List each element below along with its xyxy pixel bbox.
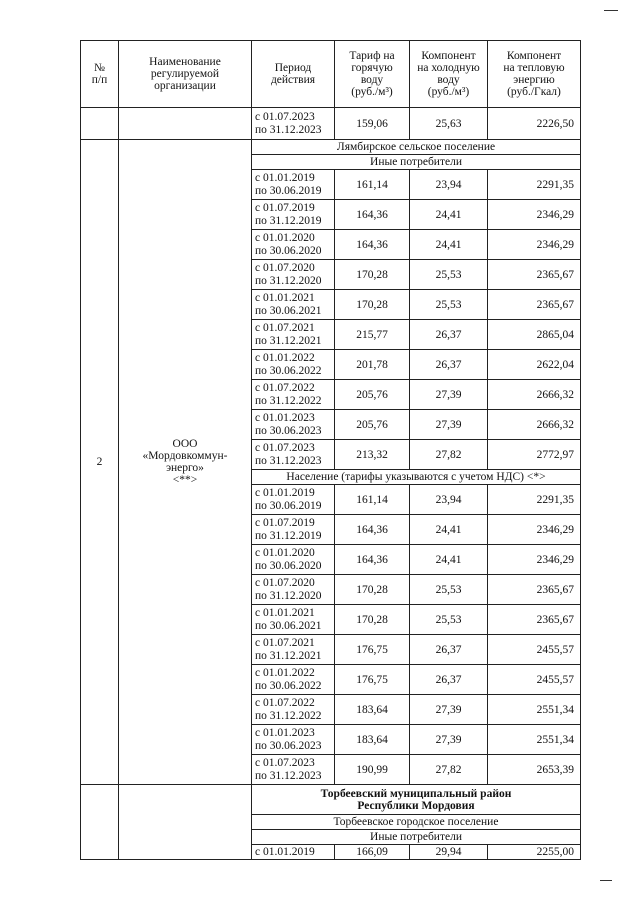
hot-cell: 166,09: [335, 845, 410, 860]
header-org: Наименование регулируемой организации: [119, 41, 252, 108]
hot-cell: 170,28: [335, 605, 410, 635]
heat-cell: 2291,35: [488, 485, 581, 515]
period-cell: с 01.01.2019: [252, 845, 335, 860]
cold-cell: 26,37: [410, 665, 488, 695]
heat-cell: 2865,04: [488, 320, 581, 350]
header-cold: Компонент на холодную воду (руб./м³): [410, 41, 488, 108]
hot-cell: 164,36: [335, 200, 410, 230]
cold-cell: 23,94: [410, 170, 488, 200]
heat-cell: 2346,29: [488, 545, 581, 575]
hot-cell: 190,99: [335, 755, 410, 785]
margin-mark: [600, 880, 612, 881]
hot-cell: 164,36: [335, 515, 410, 545]
num-cell: 2: [81, 140, 119, 785]
cold-cell: 27,39: [410, 410, 488, 440]
hot-cell: 183,64: [335, 695, 410, 725]
cold-cell: 27,39: [410, 695, 488, 725]
heat-cell: 2346,29: [488, 230, 581, 260]
heat-cell: 2255,00: [488, 845, 581, 860]
heat-cell: 2551,34: [488, 695, 581, 725]
period-cell: с 01.01.2022 по 30.06.2022: [252, 350, 335, 380]
cold-cell: 24,41: [410, 545, 488, 575]
header-heat: Компонент на тепловую энергию (руб./Гкал): [488, 41, 581, 108]
heat-cell: 2346,29: [488, 200, 581, 230]
period-cell: с 01.01.2019 по 30.06.2019: [252, 485, 335, 515]
consumer-group-heading: Иные потребители: [252, 155, 581, 170]
hot-cell: 215,77: [335, 320, 410, 350]
period-cell: с 01.01.2021 по 30.06.2021: [252, 605, 335, 635]
cold-cell: 26,37: [410, 635, 488, 665]
hot-cell: 213,32: [335, 440, 410, 470]
cold-cell: 25,53: [410, 575, 488, 605]
margin-mark: [604, 10, 618, 11]
period-cell: с 01.07.2019 по 31.12.2019: [252, 200, 335, 230]
period-cell: с 01.01.2023 по 30.06.2023: [252, 410, 335, 440]
org-cell: [119, 785, 252, 860]
hot-cell: 176,75: [335, 635, 410, 665]
heat-cell: 2666,32: [488, 410, 581, 440]
heat-cell: 2365,67: [488, 605, 581, 635]
district-heading: Торбеевский муниципальный район Республики Мордовия: [252, 785, 581, 815]
cold-cell: 25,63: [410, 108, 488, 140]
consumer-group-heading: Население (тарифы указываются с учетом НДС) <*>: [252, 470, 581, 485]
hot-cell: 161,14: [335, 170, 410, 200]
settlement-heading: Торбеевское городское поселение: [252, 815, 581, 830]
period-cell: с 01.07.2023 по 31.12.2023: [252, 440, 335, 470]
num-cell: [81, 785, 119, 860]
cold-cell: 26,37: [410, 350, 488, 380]
cold-cell: 27,82: [410, 755, 488, 785]
heat-cell: 2455,57: [488, 635, 581, 665]
heat-cell: 2455,57: [488, 665, 581, 695]
table-row: [81, 108, 581, 140]
heat-cell: 2365,67: [488, 290, 581, 320]
hot-cell: 170,28: [335, 260, 410, 290]
section-row: [81, 140, 581, 155]
cold-cell: 23,94: [410, 485, 488, 515]
heat-cell: 2291,35: [488, 170, 581, 200]
heat-cell: 2365,67: [488, 260, 581, 290]
heat-cell: 2666,32: [488, 380, 581, 410]
period-cell: с 01.07.2021 по 31.12.2021: [252, 320, 335, 350]
hot-cell: 159,06: [335, 108, 410, 140]
period-cell: с 01.07.2019 по 31.12.2019: [252, 515, 335, 545]
hot-cell: 170,28: [335, 575, 410, 605]
period-cell: с 01.01.2021 по 30.06.2021: [252, 290, 335, 320]
hot-cell: 201,78: [335, 350, 410, 380]
header-num: № п/п: [81, 41, 119, 108]
header-period: Период действия: [252, 41, 335, 108]
num-cell: [81, 108, 119, 140]
hot-cell: 170,28: [335, 290, 410, 320]
period-cell: с 01.01.2020 по 30.06.2020: [252, 545, 335, 575]
cold-cell: 25,53: [410, 290, 488, 320]
cold-cell: 25,53: [410, 260, 488, 290]
cold-cell: 24,41: [410, 230, 488, 260]
header-row: [81, 41, 581, 108]
period-cell: с 01.07.2020 по 31.12.2020: [252, 260, 335, 290]
period-cell: с 01.07.2022 по 31.12.2022: [252, 695, 335, 725]
org-cell: [119, 108, 252, 140]
heat-cell: 2551,34: [488, 725, 581, 755]
heat-cell: 2622,04: [488, 350, 581, 380]
period-cell: с 01.07.2022 по 31.12.2022: [252, 380, 335, 410]
cold-cell: 27,39: [410, 380, 488, 410]
hot-cell: 164,36: [335, 545, 410, 575]
period-cell: с 01.07.2021 по 31.12.2021: [252, 635, 335, 665]
heat-cell: 2772,97: [488, 440, 581, 470]
period-cell: с 01.07.2020 по 31.12.2020: [252, 575, 335, 605]
hot-cell: 164,36: [335, 230, 410, 260]
org-cell: ООО «Мордовкоммун- энерго» <**>: [119, 140, 252, 785]
period-cell: с 01.01.2022 по 30.06.2022: [252, 665, 335, 695]
cold-cell: 26,37: [410, 320, 488, 350]
period-cell: с 01.01.2023 по 30.06.2023: [252, 725, 335, 755]
period-cell: с 01.07.2023 по 31.12.2023: [252, 755, 335, 785]
tariff-table-body: [81, 41, 581, 860]
period-cell: с 01.01.2019 по 30.06.2019: [252, 170, 335, 200]
heat-cell: 2346,29: [488, 515, 581, 545]
hot-cell: 176,75: [335, 665, 410, 695]
cold-cell: 24,41: [410, 200, 488, 230]
heat-cell: 2365,67: [488, 575, 581, 605]
section-row: [81, 785, 581, 815]
heat-cell: 2653,39: [488, 755, 581, 785]
period-cell: с 01.01.2020 по 30.06.2020: [252, 230, 335, 260]
cold-cell: 29,94: [410, 845, 488, 860]
hot-cell: 161,14: [335, 485, 410, 515]
consumer-group-heading: Иные потребители: [252, 830, 581, 845]
period-cell: с 01.07.2023 по 31.12.2023: [252, 108, 335, 140]
cold-cell: 25,53: [410, 605, 488, 635]
cold-cell: 27,39: [410, 725, 488, 755]
heat-cell: 2226,50: [488, 108, 581, 140]
settlement-heading: Лямбирское сельское поселение: [252, 140, 581, 155]
hot-cell: 205,76: [335, 410, 410, 440]
tariff-table: [80, 40, 581, 860]
cold-cell: 24,41: [410, 515, 488, 545]
cold-cell: 27,82: [410, 440, 488, 470]
hot-cell: 205,76: [335, 380, 410, 410]
hot-cell: 183,64: [335, 725, 410, 755]
header-hot: Тариф на горячую воду (руб./м³): [335, 41, 410, 108]
